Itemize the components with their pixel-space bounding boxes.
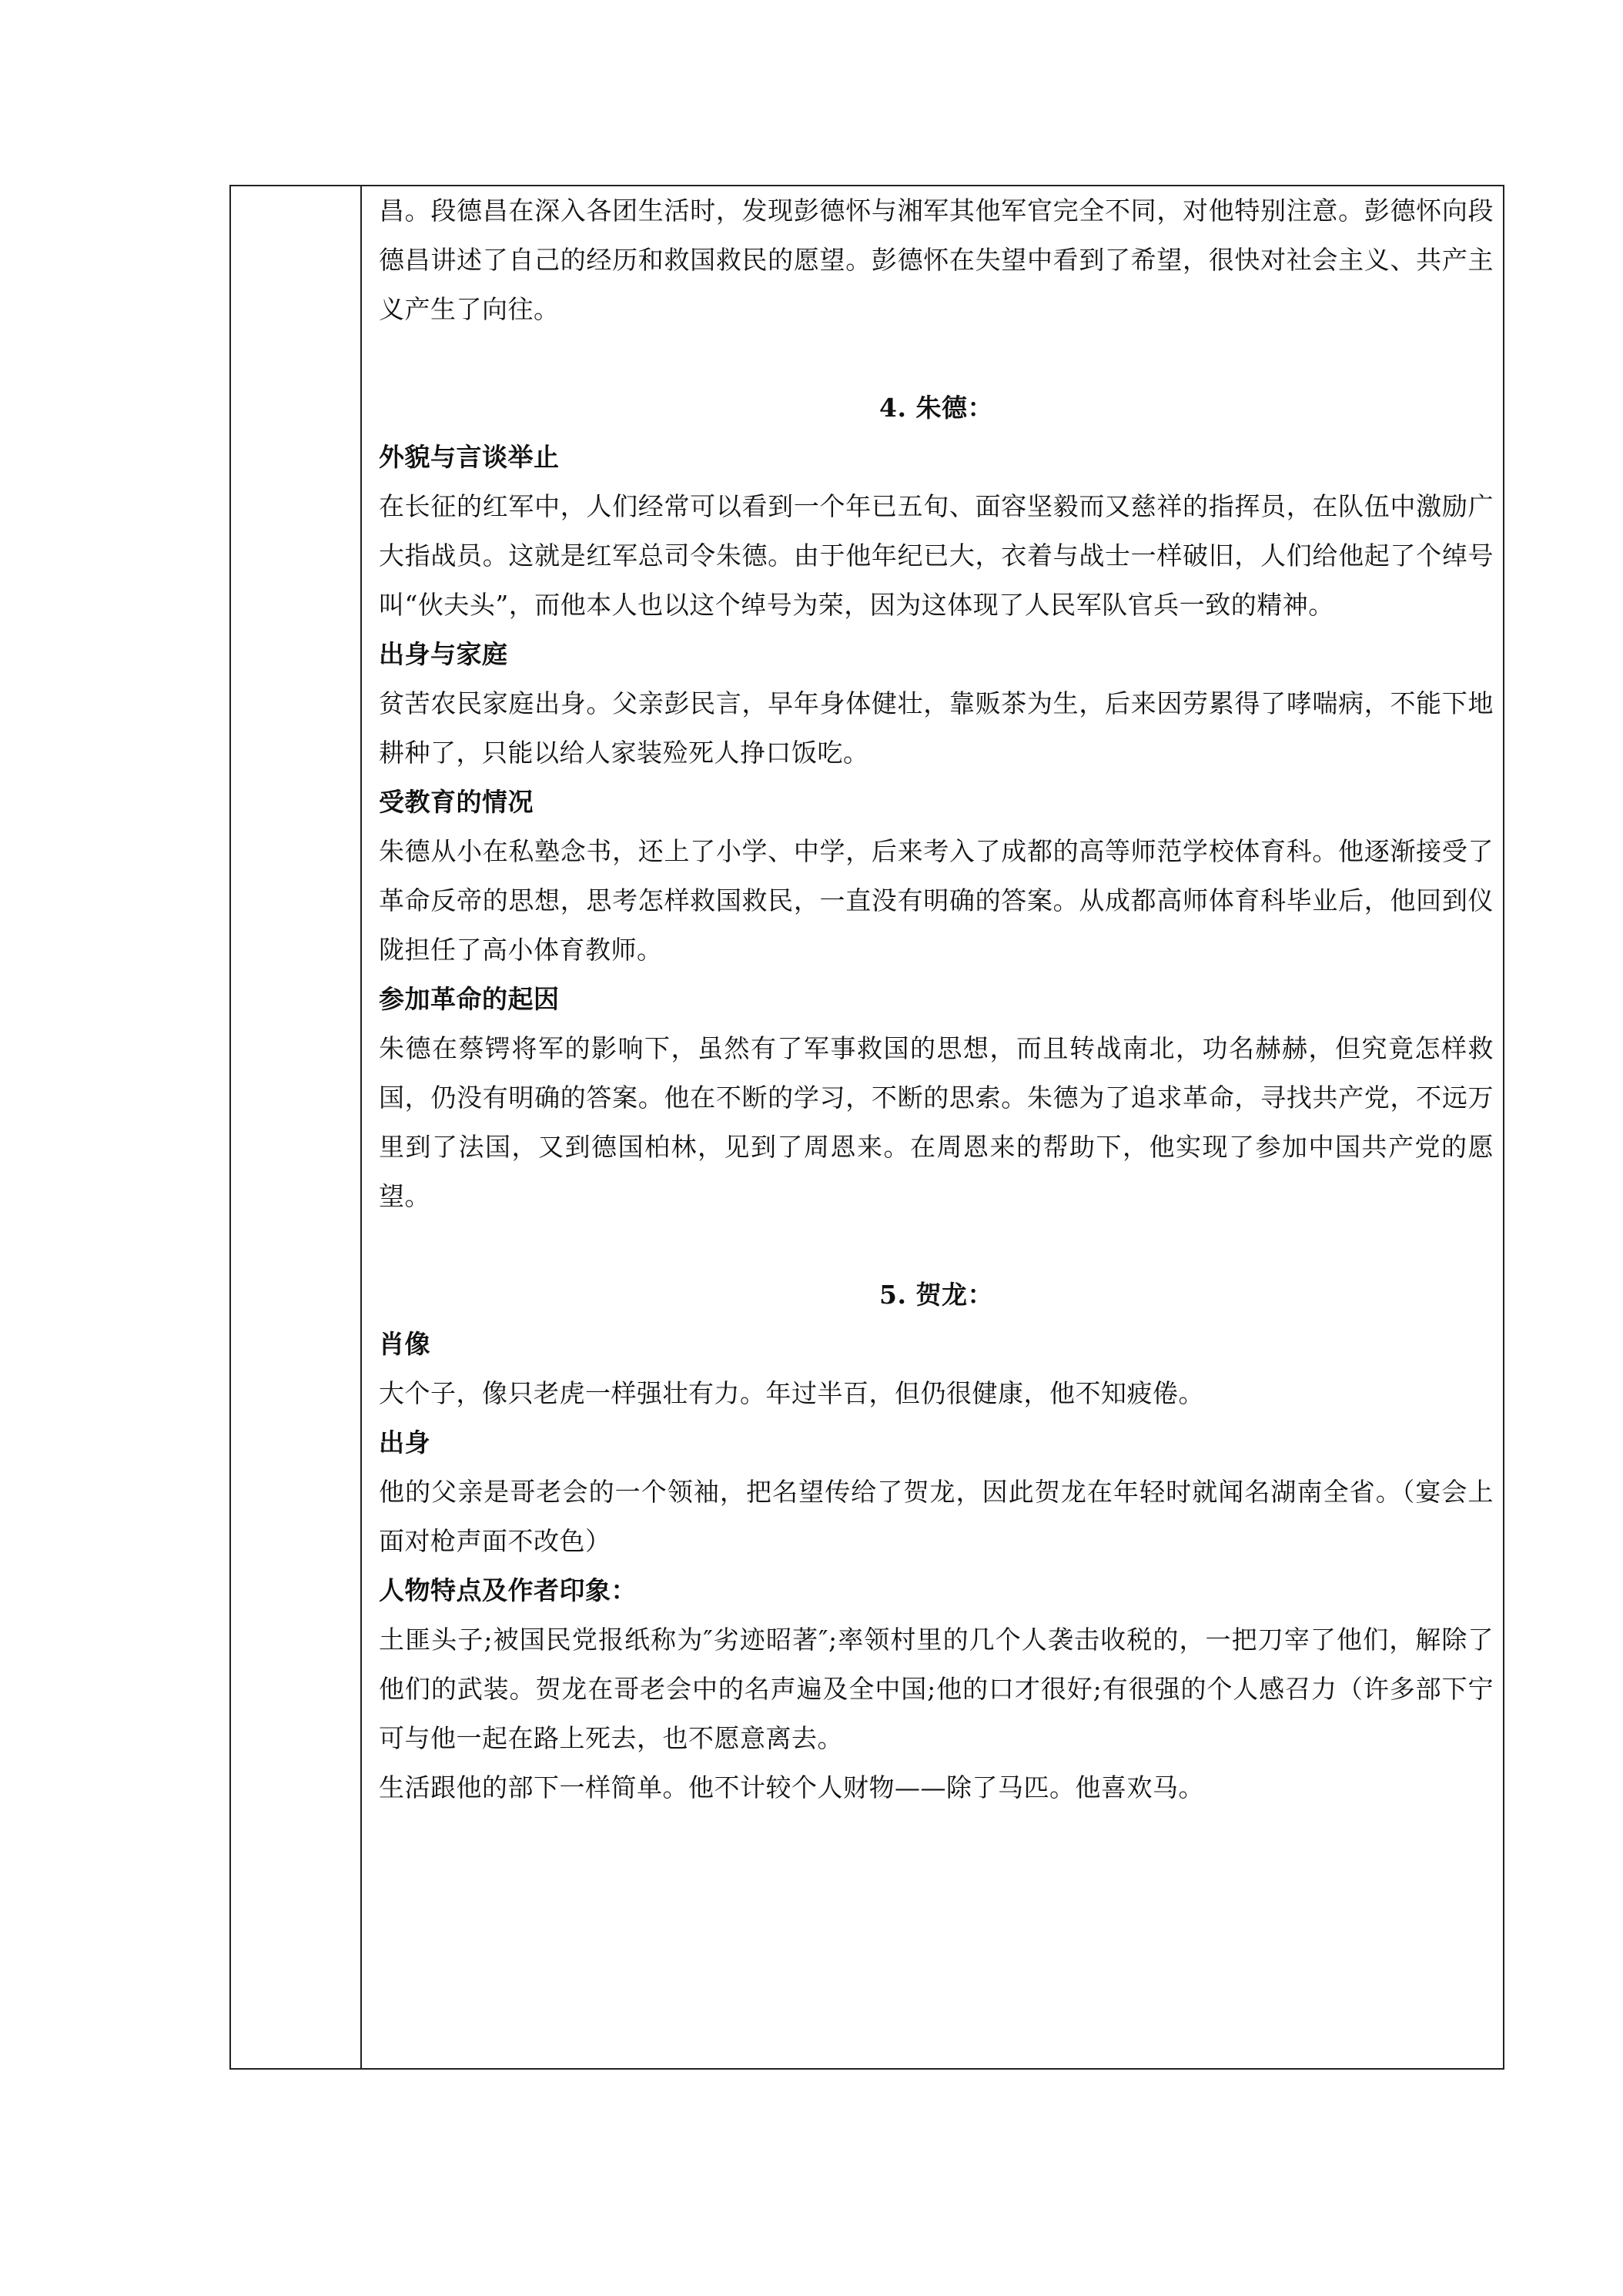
content-cell — [379, 186, 1494, 2068]
text-portrait: 大个子，像只老虎一样强壮有力。年过半百，但仍很健康，他不知疲倦。 — [379, 1378, 1204, 1408]
text-education: 朱德从小在私塾念书，还上了小学、中学，后来考入了成都的高等师范学校体育科。他逐渐接受了革命反帝的思想，思考怎样救国救民，一直没有明确的答案。从成都高师体育科毕业后，他回到仪陇担任了高小体育教师。 — [379, 836, 1494, 965]
text-traits: 土匪头子;被国民党报纸称为″劣迹昭著″;率领村里的几个人袭击收税的，一把刀宰了他们，解除了他们的武装。贺龙在哥老会中的名声遍及全中国;他的口才很好;有很强的个人感召力（许多部下宁可与他一起在路上死去，也不愿意离去。 — [379, 1625, 1494, 1753]
heading-revolution: 参加革命的起因 — [379, 984, 560, 1014]
text-life: 生活跟他的部下一样简单。他不计较个人财物——除了马匹。他喜欢马。 — [379, 1772, 1204, 1802]
heading-family: 出身与家庭 — [379, 639, 508, 669]
text-revolution: 朱德在蔡锷将军的影响下，虽然有了军事救国的思想，而且转战南北，功名赫赫，但究竟怎样救国，仍没有明确的答案。他在不断的学习，不断的思索。朱德为了追求革命，寻找共产党，不远万里到了法国，又到德国柏林，见到了周恩来。在周恩来的帮助下，他实现了参加中国共产党的愿望。 — [379, 1033, 1494, 1211]
text-family: 贫苦农民家庭出身。父亲彭民言，早年身体健壮，靠贩茶为生，后来因劳累得了哮喘病，不能下地耕种了，只能以给人家装殓死人挣口饭吃。 — [379, 688, 1494, 768]
peng-continuation-text: 昌。段德昌在深入各团生活时，发现彭德怀与湘军其他军官完全不同，对他特别注意。彭德怀向段德昌讲述了自己的经历和救国救民的愿望。彭德怀在失望中看到了希望，很快对社会主义、共产主义产生了向往。 — [379, 196, 1494, 324]
heading-appearance: 外貌与言谈举止 — [379, 442, 560, 472]
text-appearance: 在长征的红军中，人们经常可以看到一个年已五旬、面容坚毅而又慈祥的指挥员，在队伍中激励广大指战员。这就是红军总司令朱德。由于他年纪已大，衣着与战士一样破旧，人们给他起了个绰号叫“伙夫头”，而他本人也以这个绰号为荣，因为这体现了人民军队官兵一致的精神。 — [379, 491, 1494, 620]
heading-portrait: 肖像 — [379, 1329, 430, 1359]
text-origin: 他的父亲是哥老会的一个领袖，把名望传给了贺龙，因此贺龙在年轻时就闻名湖南全省。（宴会上面对枪声面不改色） — [379, 1477, 1494, 1556]
section-title-helong: 5. 贺龙： — [879, 1280, 993, 1310]
heading-origin: 出身 — [379, 1427, 430, 1458]
document-table — [229, 185, 1504, 2070]
section-title-zhude: 4. 朱德： — [879, 393, 993, 423]
left-column-cell — [231, 186, 362, 2068]
heading-traits: 人物特点及作者印象： — [379, 1575, 637, 1605]
heading-education: 受教育的情况 — [379, 787, 534, 817]
